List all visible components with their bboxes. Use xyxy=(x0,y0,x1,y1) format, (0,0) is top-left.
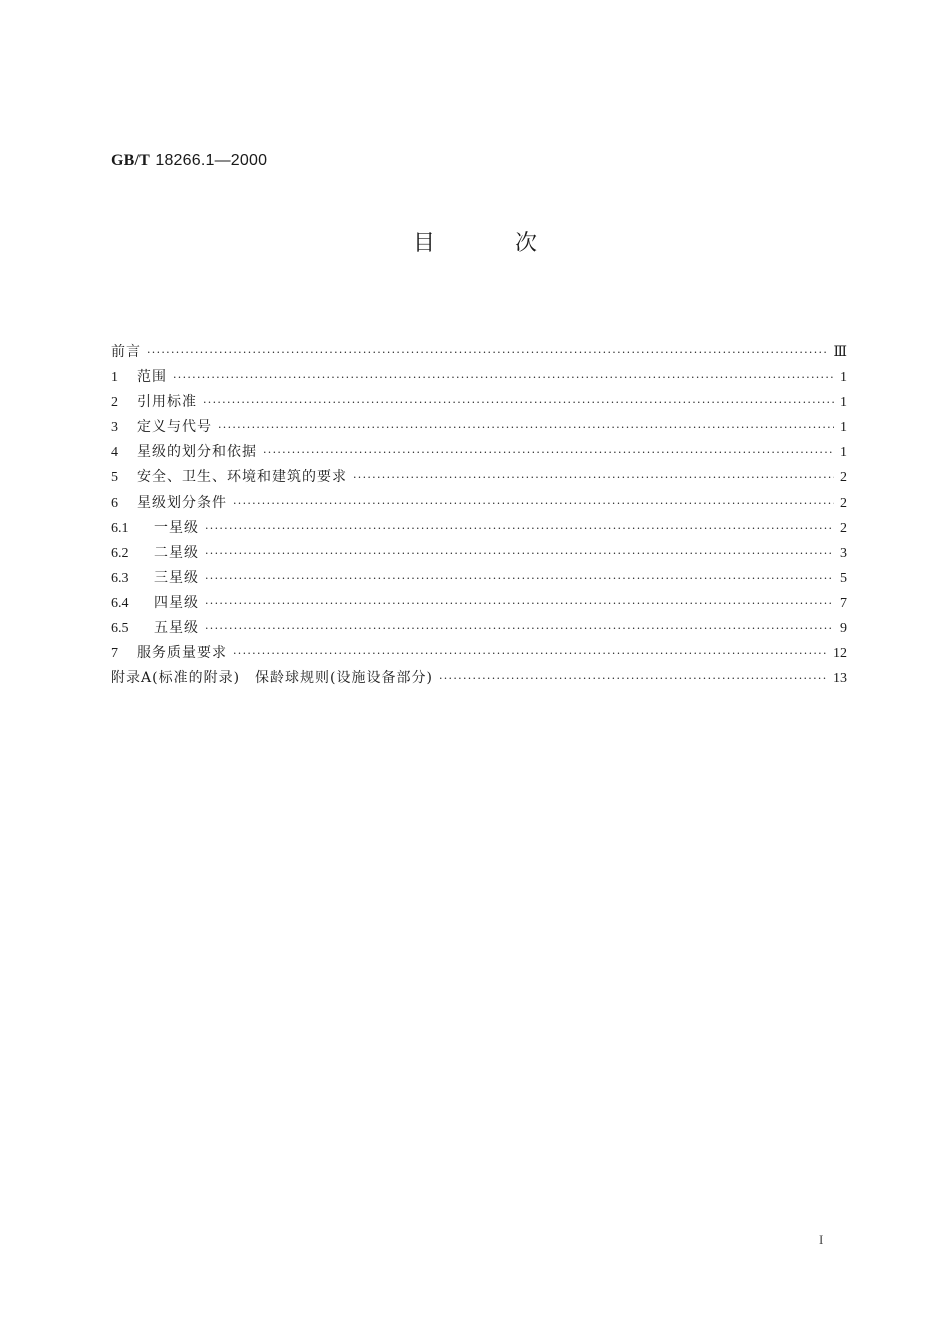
page-number: I xyxy=(819,1232,824,1247)
standard-number xyxy=(111,150,267,170)
toc-entry-page: Ⅲ xyxy=(833,345,847,360)
toc-entry-text: 引用标准 xyxy=(137,394,197,411)
toc-entry-page: 9 xyxy=(840,621,847,637)
toc-entry-text: 附录A(标准的附录) 保龄球规则(设施设备部分) xyxy=(111,670,433,687)
toc-entry-text: 定义与代号 xyxy=(137,419,212,436)
toc-entry-page: 1 xyxy=(840,395,847,411)
toc-entry-6-3[interactable] xyxy=(111,566,847,591)
toc-entry-4[interactable] xyxy=(111,440,847,465)
toc-entry-6[interactable] xyxy=(111,491,847,516)
toc-leader-dots xyxy=(263,440,834,465)
toc-entry-page: 3 xyxy=(840,545,847,561)
toc-entry-6-4[interactable] xyxy=(111,591,847,616)
toc-entry-text: 星级划分条件 xyxy=(137,494,227,511)
toc-entry-3[interactable] xyxy=(111,415,847,440)
toc-entry-text: 四星级 xyxy=(154,594,199,611)
toc-entry-number: 1 xyxy=(111,370,118,386)
toc-entry-text: 服务质量要求 xyxy=(137,645,227,662)
toc-leader-dots xyxy=(203,390,834,415)
toc-leader-dots xyxy=(233,641,827,666)
toc-entry-7[interactable] xyxy=(111,641,847,666)
page-title: 目次 xyxy=(412,231,617,256)
toc-leader-dots xyxy=(205,616,834,641)
toc-leader-dots xyxy=(439,666,827,691)
toc-entry-number: 6.2 xyxy=(111,545,129,561)
toc-entry-page: 5 xyxy=(840,570,847,586)
toc-entry-number: 6.1 xyxy=(111,520,129,536)
toc-entry-number: 7 xyxy=(111,646,118,662)
toc-leader-dots xyxy=(205,541,834,566)
toc-entry-page: 13 xyxy=(833,671,847,687)
toc-entry-page: 1 xyxy=(840,370,847,386)
toc-leader-dots xyxy=(353,465,834,490)
toc-entry-page: 2 xyxy=(840,470,847,486)
toc-leader-dots xyxy=(205,591,834,616)
toc-entry-number: 4 xyxy=(111,445,118,461)
toc-entry-text: 星级的划分和依据 xyxy=(137,444,257,461)
toc-leader-dots xyxy=(218,415,834,440)
toc-entry-page: 2 xyxy=(840,495,847,511)
toc-entry-5[interactable] xyxy=(111,465,847,490)
toc-entry-text: 三星级 xyxy=(154,569,199,586)
toc-entry-preface[interactable] xyxy=(111,340,847,365)
toc-leader-dots xyxy=(147,340,827,365)
standard-prefix: GB/T xyxy=(111,152,151,169)
toc-leader-dots xyxy=(205,566,834,591)
toc-entry-number: 5 xyxy=(111,470,118,486)
toc-entry-2[interactable] xyxy=(111,390,847,415)
standard-code: 18266.1—2000 xyxy=(155,152,268,169)
toc-entry-number: 6.3 xyxy=(111,570,129,586)
toc-entry-1[interactable] xyxy=(111,365,847,390)
toc-entry-number: 3 xyxy=(111,420,118,436)
toc-entry-text: 二星级 xyxy=(154,544,199,561)
toc-leader-dots xyxy=(205,516,834,541)
toc-leader-dots xyxy=(233,491,834,516)
toc-entry-text: 范围 xyxy=(137,369,167,386)
table-of-contents xyxy=(111,340,847,691)
toc-entry-6-2[interactable] xyxy=(111,541,847,566)
toc-entry-text: 五星级 xyxy=(154,620,199,637)
toc-entry-appendix-a[interactable] xyxy=(111,666,847,691)
toc-entry-number: 6 xyxy=(111,495,118,511)
toc-leader-dots xyxy=(173,365,834,390)
toc-entry-page: 1 xyxy=(840,420,847,436)
toc-entry-page: 2 xyxy=(840,520,847,536)
toc-entry-page: 1 xyxy=(840,445,847,461)
toc-entry-text: 前言 xyxy=(111,344,141,360)
toc-entry-text: 安全、卫生、环境和建筑的要求 xyxy=(137,469,347,486)
toc-entry-page: 7 xyxy=(840,595,847,611)
toc-entry-number: 6.4 xyxy=(111,595,129,611)
toc-entry-6-1[interactable] xyxy=(111,516,847,541)
toc-entry-text: 一星级 xyxy=(154,519,199,536)
toc-entry-number: 6.5 xyxy=(111,621,129,637)
toc-entry-page: 12 xyxy=(833,646,847,662)
toc-entry-number: 2 xyxy=(111,395,118,411)
toc-entry-6-5[interactable] xyxy=(111,616,847,641)
